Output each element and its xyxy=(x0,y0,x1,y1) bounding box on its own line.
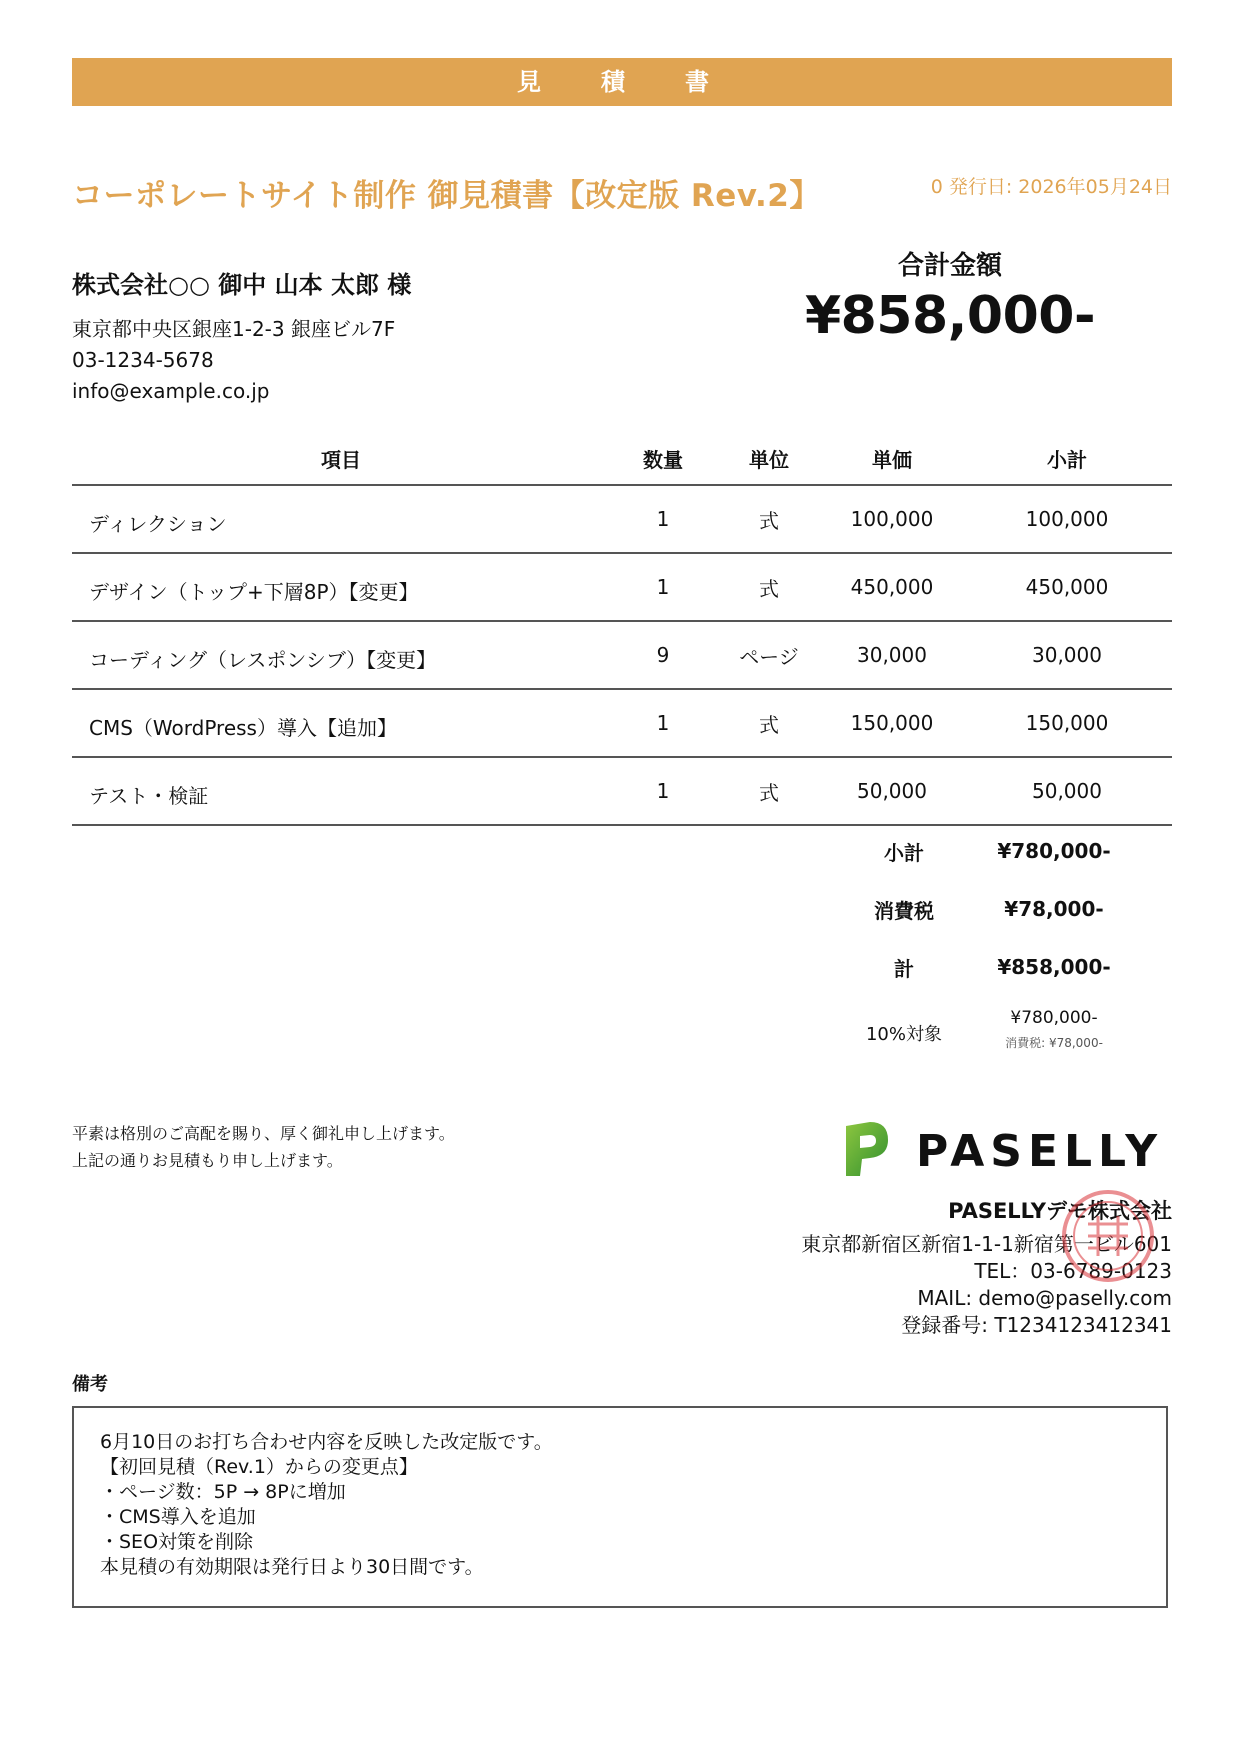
table-row xyxy=(72,757,1172,825)
summary-total-value: ¥858,000- xyxy=(997,955,1111,979)
tax-rate-values xyxy=(968,1008,1140,1051)
row-unit: ページ xyxy=(716,621,822,689)
table-header-row xyxy=(72,432,1172,485)
table-row xyxy=(72,689,1172,757)
document-title: コーポレートサイト制作 御見積書【改定版 Rev.2】 xyxy=(72,178,821,214)
client-email: info@example.co.jp xyxy=(72,379,270,403)
remarks-label: 備考 xyxy=(72,1374,108,1395)
remarks-line: 【初回見積（Rev.1）からの変更点】 xyxy=(100,1456,418,1478)
client-address: 東京都中央区銀座1-2-3 銀座ビル7F xyxy=(72,317,396,341)
summary-total-row xyxy=(840,938,1140,996)
tax-rate-breakdown xyxy=(840,1008,1140,1051)
issuer-address: 東京都新宿区新宿1-1-1新宿第一ビル601 xyxy=(801,1232,1172,1256)
issuer-name: PASELLYデモ株式会社 xyxy=(948,1199,1172,1223)
logo-text: PASELLY xyxy=(916,1126,1164,1177)
row-item: ディレクション xyxy=(72,485,610,553)
greeting-line: 平素は格別のご高配を賜り、厚く御礼申し上げます。 xyxy=(72,1124,455,1143)
total-amount-label: 合計金額 xyxy=(897,251,1002,281)
summary-block xyxy=(840,822,1140,1051)
issuer-tel: TEL：03-6789-0123 xyxy=(974,1259,1172,1283)
row-item: CMS（WordPress）導入【追加】 xyxy=(72,689,610,757)
row-item: デザイン（トップ+下層8P）【変更】 xyxy=(72,553,610,621)
row-price: 100,000 xyxy=(822,485,962,553)
logo-mark-icon xyxy=(846,1122,888,1176)
remarks-line: ・ページ数：5P → 8Pに増加 xyxy=(100,1481,346,1503)
row-subtotal: 100,000 xyxy=(962,485,1172,553)
row-unit: 式 xyxy=(716,757,822,825)
row-subtotal: 50,000 xyxy=(962,757,1172,825)
summary-subtotal-value: ¥780,000- xyxy=(997,839,1111,863)
table-row xyxy=(72,621,1172,689)
row-unit: 式 xyxy=(716,485,822,553)
header-price: 単価 xyxy=(822,432,962,485)
row-qty: 1 xyxy=(610,485,716,553)
summary-subtotal-row xyxy=(840,822,1140,880)
row-qty: 1 xyxy=(610,757,716,825)
line-items-table xyxy=(72,432,1172,826)
remarks-line: 本見積の有効期限は発行日より30日間です。 xyxy=(100,1556,484,1578)
row-qty: 1 xyxy=(610,689,716,757)
total-amount-value: ¥858,000- xyxy=(804,286,1096,346)
summary-tax-label: 消費税 xyxy=(874,898,934,923)
header-qty: 数量 xyxy=(610,432,716,485)
remarks-line: 6月10日のお打ち合わせ内容を反映した改定版です。 xyxy=(100,1431,553,1453)
paselly-logo xyxy=(840,1118,1172,1180)
row-unit: 式 xyxy=(716,553,822,621)
client-name: 株式会社○○ 御中 山本 太郎 様 xyxy=(72,271,412,299)
tax-rate-base: ¥780,000- xyxy=(1010,1008,1098,1028)
remarks-line: ・CMS導入を追加 xyxy=(100,1506,256,1528)
client-block xyxy=(72,265,632,407)
row-item: テスト・検証 xyxy=(72,757,610,825)
issuer-mail: MAIL: demo@paselly.com xyxy=(917,1286,1172,1310)
summary-total-label: 計 xyxy=(894,956,914,981)
summary-tax-row xyxy=(840,880,1140,938)
greeting-line: 上記の通りお見積もり申し上げます。 xyxy=(72,1151,343,1170)
remarks-line: ・SEO対策を削除 xyxy=(100,1531,254,1553)
row-price: 150,000 xyxy=(822,689,962,757)
greeting-text xyxy=(72,1120,455,1174)
tax-rate-label: 10%対象 xyxy=(865,1024,942,1045)
header-unit: 単位 xyxy=(716,432,822,485)
row-subtotal: 150,000 xyxy=(962,689,1172,757)
row-subtotal: 30,000 xyxy=(962,621,1172,689)
header-subtotal: 小計 xyxy=(962,432,1172,485)
client-phone: 03-1234-5678 xyxy=(72,348,214,372)
table-row xyxy=(72,553,1172,621)
table-row xyxy=(72,485,1172,553)
row-subtotal: 450,000 xyxy=(962,553,1172,621)
document-banner: 見 積 書 xyxy=(72,58,1172,106)
row-item: コーディング（レスポンシブ）【変更】 xyxy=(72,621,610,689)
remarks-box xyxy=(72,1406,1168,1608)
row-price: 30,000 xyxy=(822,621,962,689)
issue-date: 0 発行日: 2026年05月24日 xyxy=(930,176,1172,198)
issuer-registration: 登録番号: T1234123412341 xyxy=(901,1313,1172,1337)
company-seal-stamp xyxy=(1058,1186,1158,1286)
tax-rate-tax: 消費税: ¥78,000- xyxy=(1005,1036,1103,1050)
summary-tax-value: ¥78,000- xyxy=(1004,897,1104,921)
header-item: 項目 xyxy=(72,432,610,485)
row-price: 450,000 xyxy=(822,553,962,621)
row-qty: 1 xyxy=(610,553,716,621)
row-price: 50,000 xyxy=(822,757,962,825)
row-unit: 式 xyxy=(716,689,822,757)
total-amount-block xyxy=(740,245,1160,346)
row-qty: 9 xyxy=(610,621,716,689)
summary-subtotal-label: 小計 xyxy=(884,840,924,865)
